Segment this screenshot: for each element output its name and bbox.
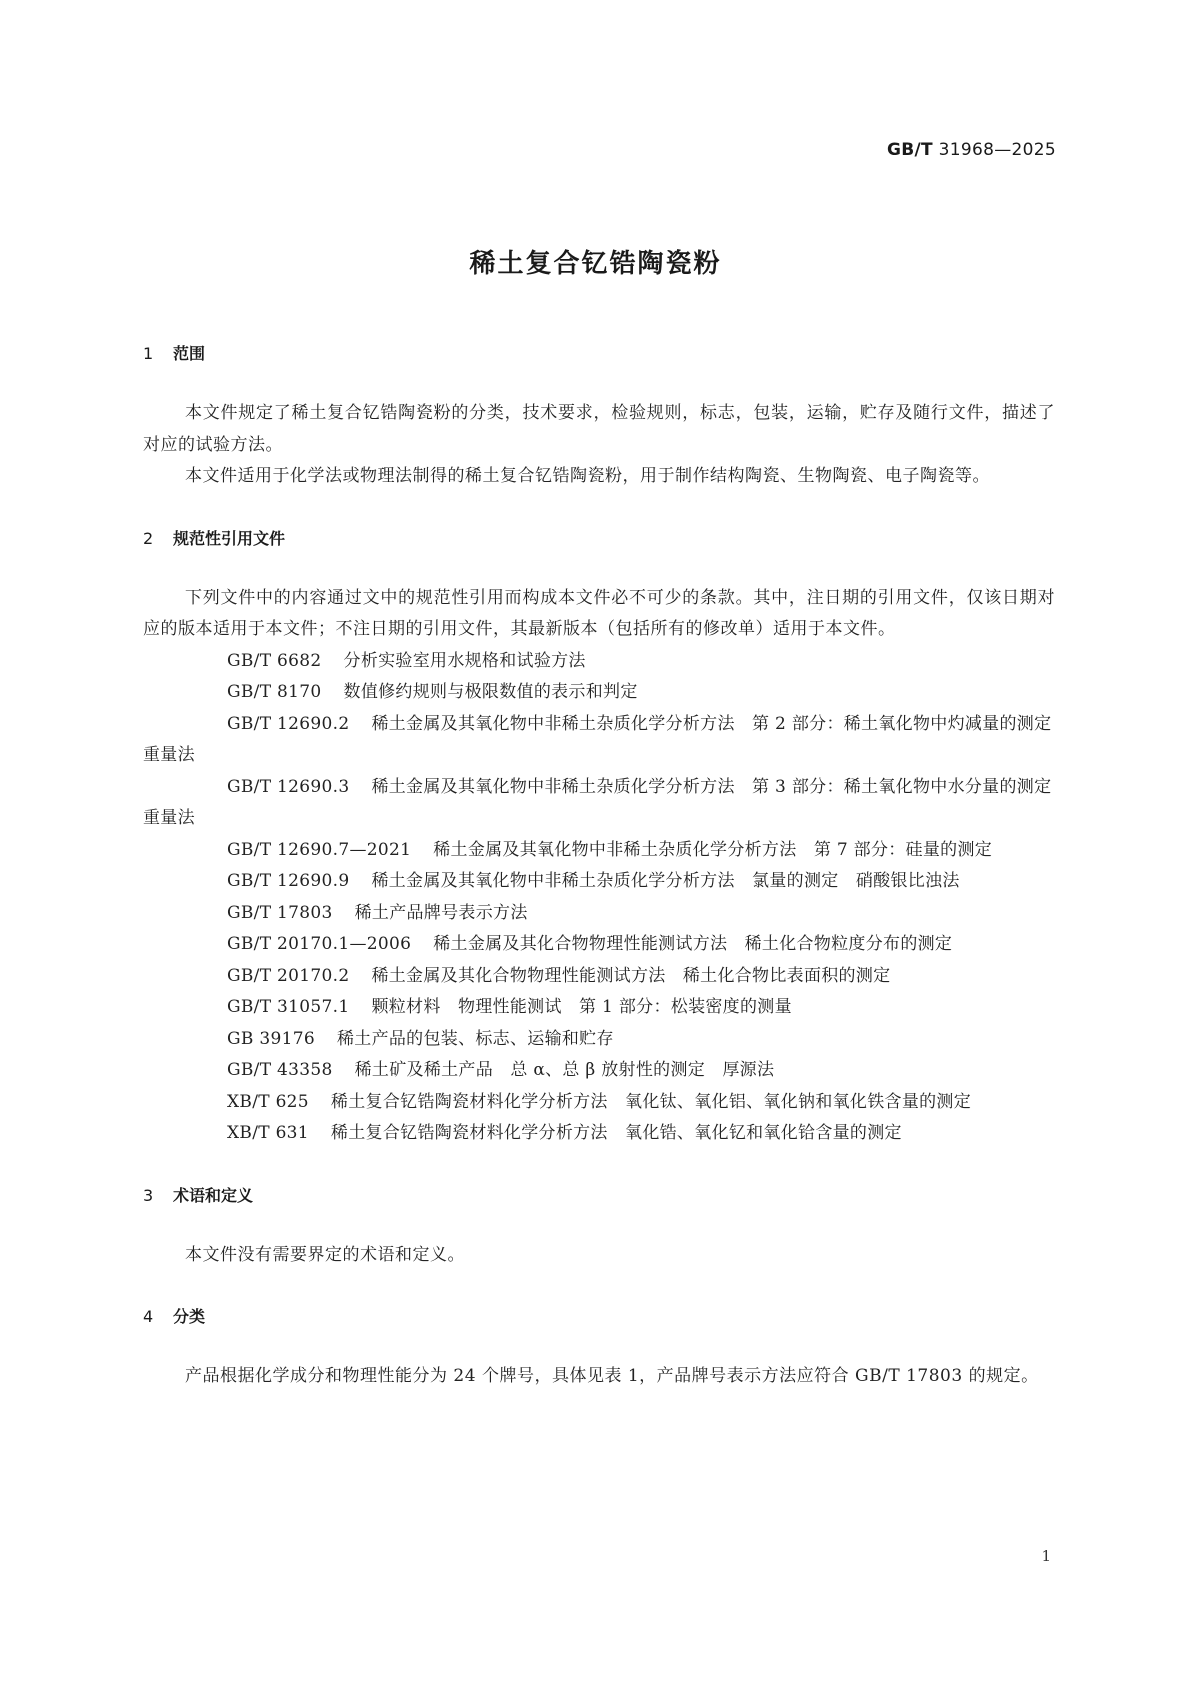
reference-item — [143, 898, 1055, 930]
reference-title: 稀土复合钇锆陶瓷材料化学分析方法 氧化钛、氧化铝、氧化钠和氧化铁含量的测定 — [330, 1091, 972, 1112]
reference-code: XB/T 631 — [227, 1123, 309, 1143]
reference-item — [143, 646, 1055, 678]
reference-title: 稀土金属及其化合物物理性能测试方法 稀土化合物比表面积的测定 — [371, 965, 891, 986]
reference-title: 数值修约规则与极限数值的表示和判定 — [343, 682, 638, 702]
reference-item — [143, 1087, 1055, 1119]
reference-code: GB/T 12690.3 — [227, 776, 350, 797]
reference-code: GB/T 20170.1—2006 — [227, 934, 412, 954]
document-body — [143, 340, 1069, 1393]
reference-title: 分析实验室用水规格和试验方法 — [343, 650, 586, 671]
reference-item — [143, 1024, 1055, 1056]
terms-paragraph: 本文件没有需要界定的术语和定义。 — [185, 1244, 465, 1265]
standard-code — [887, 140, 1056, 160]
document-title: 稀土复合钇锆陶瓷粉 — [469, 249, 722, 279]
reference-item — [143, 835, 1055, 867]
reference-code: GB 39176 — [227, 1028, 315, 1049]
section-2-heading — [143, 525, 1055, 553]
reference-title: 稀土复合钇锆陶瓷材料化学分析方法 氧化锆、氧化钇和氧化铪含量的测定 — [330, 1123, 902, 1143]
reference-item — [143, 1055, 1055, 1087]
section-title: 分类 — [173, 1307, 206, 1326]
scope-paragraph: 本文件适用于化学法或物理法制得的稀土复合钇锆陶瓷粉，用于制作结构陶瓷、生物陶瓷、电子陶瓷等。 — [185, 466, 990, 486]
reference-item — [143, 772, 1069, 835]
reference-code: GB/T 12690.2 — [227, 713, 350, 734]
section-number: 3 — [143, 1185, 154, 1205]
section-title: 范围 — [173, 344, 206, 363]
reference-code: GB/T 12690.9 — [227, 871, 350, 891]
section-number: 2 — [143, 528, 154, 548]
references-intro: 下列文件中的内容通过文中的规范性引用而构成本文件必不可少的条款。其中，注日期的引用文件，仅该日期对应的版本适用于本文件；不注日期的引用文件，其最新版本（包括所有的修改单）适用于本文件。 — [143, 587, 1055, 639]
reference-code: GB/T 31057.1 — [227, 997, 350, 1017]
reference-item — [143, 709, 1069, 772]
classification-paragraph: 产品根据化学成分和物理性能分为 24 个牌号，具体见表 1，产品牌号表示方法应符合 GB/T 17803 的规定。 — [185, 1366, 1039, 1386]
section-number: 1 — [143, 344, 154, 363]
section-title: 规范性引用文件 — [173, 528, 286, 548]
section-3-heading — [143, 1182, 1055, 1210]
reference-code: XB/T 625 — [227, 1091, 309, 1112]
reference-item — [143, 929, 1055, 961]
reference-item — [143, 961, 1055, 993]
reference-code: GB/T 17803 — [227, 902, 333, 923]
page-number: 1 — [1041, 1547, 1051, 1565]
reference-item — [143, 992, 1055, 1024]
reference-code: GB/T 12690.7—2021 — [227, 839, 412, 860]
reference-code: GB/T 43358 — [227, 1060, 333, 1080]
standard-number: 31968—2025 — [938, 140, 1056, 160]
reference-code: GB/T 8170 — [227, 682, 322, 702]
standard-prefix: GB/T — [887, 140, 933, 160]
section-number: 4 — [143, 1307, 154, 1326]
reference-title: 稀土金属及其氧化物中非稀土杂质化学分析方法 第 2 部分：稀土氧化物中灼减量的测定 重量法 — [143, 713, 1069, 765]
reference-title: 颗粒材料 物理性能测试 第 1 部分：松装密度的测量 — [371, 997, 792, 1017]
reference-item — [143, 677, 1055, 709]
scope-paragraph: 本文件规定了稀土复合钇锆陶瓷粉的分类，技术要求，检验规则，标志，包装，运输，贮存及随行文件，描述了对应的试验方法。 — [143, 403, 1055, 455]
reference-item — [143, 1118, 1055, 1150]
reference-code: GB/T 6682 — [227, 650, 322, 671]
reference-code: GB/T 20170.2 — [227, 965, 350, 986]
reference-title: 稀土矿及稀土产品 总 α、总 β 放射性的测定 厚源法 — [354, 1060, 775, 1080]
reference-title: 稀土金属及其氧化物中非稀土杂质化学分析方法 第 7 部分：硅量的测定 — [433, 839, 993, 860]
section-1-heading — [143, 340, 1055, 368]
reference-title: 稀土金属及其化合物物理性能测试方法 稀土化合物粒度分布的测定 — [433, 934, 953, 954]
reference-item — [143, 866, 1055, 898]
section-title: 术语和定义 — [173, 1185, 254, 1205]
reference-title: 稀土金属及其氧化物中非稀土杂质化学分析方法 第 3 部分：稀土氧化物中水分量的测定 重量法 — [143, 776, 1069, 828]
reference-title: 稀土产品的包装、标志、运输和贮存 — [336, 1028, 614, 1049]
reference-title: 稀土金属及其氧化物中非稀土杂质化学分析方法 氯量的测定 硝酸银比浊法 — [371, 871, 960, 891]
section-4-heading — [143, 1303, 1055, 1331]
reference-title: 稀土产品牌号表示方法 — [354, 902, 528, 923]
